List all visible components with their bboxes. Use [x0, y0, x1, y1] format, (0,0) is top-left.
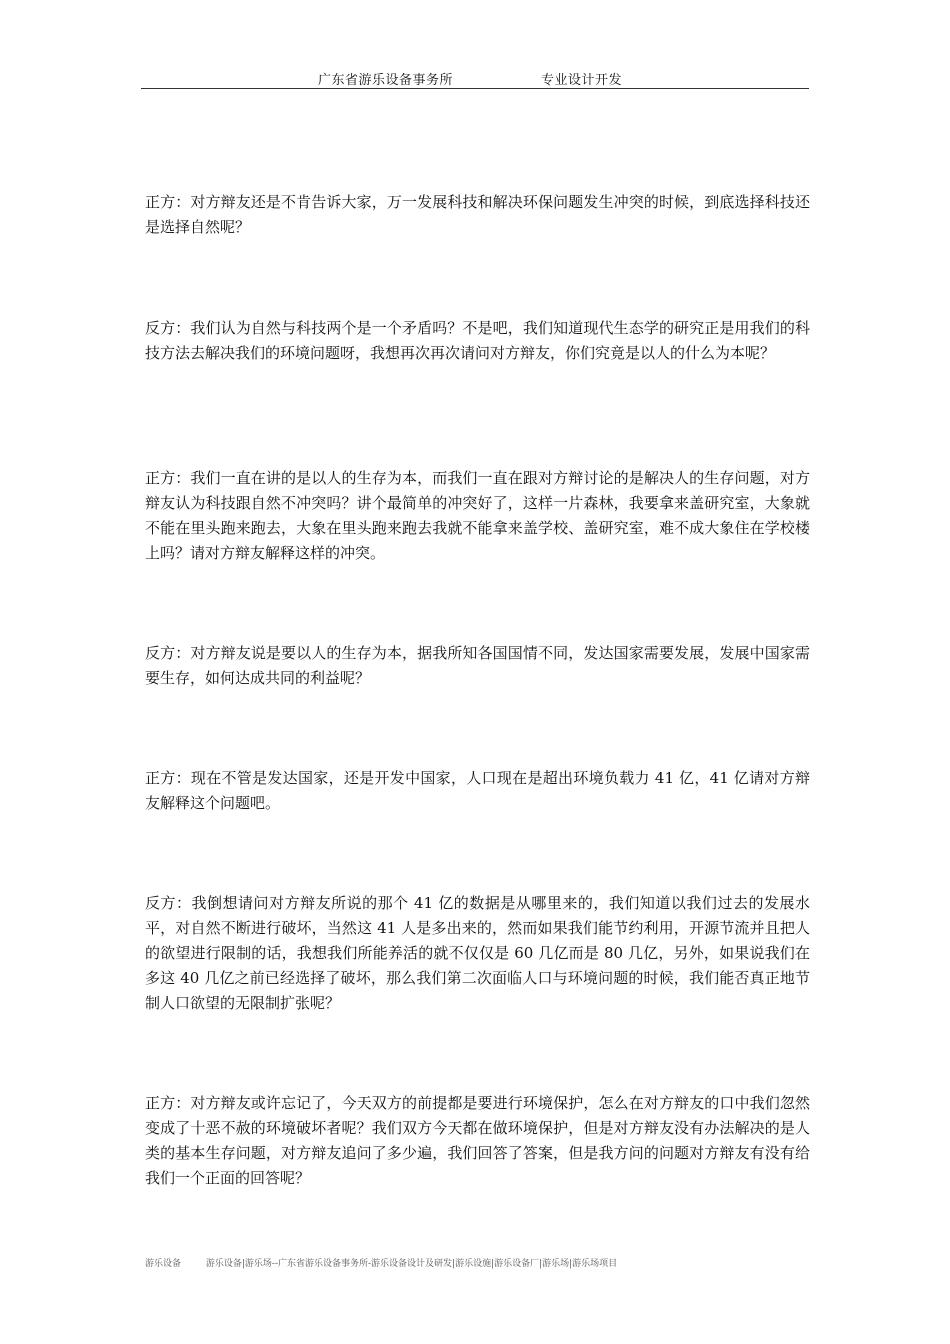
- debate-paragraph: 反方：我倒想请问对方辩友所说的那个 41 亿的数据是从哪里来的，我们知道以我们过去的发展水平，对自然不断进行破坏，当然这 41 人是多出来的，然而如果我们能节约利用，开源节流并且把人的欲望进行限制的话，我想我们所能养活的就不仅仅是 60 几亿而是 80 几亿，另外，如果说我们在多这 40 几亿之前已经选择了破坏，那么我们第二次面临人口与环境问题的时候，我们能否真正地节制人口欲望的无限制扩张呢？: [145, 894, 810, 1012]
- header-organization: 广东省游乐设备事务所: [318, 73, 454, 88]
- footer-brand: 游乐设备: [145, 1259, 182, 1269]
- debate-paragraph: 反方：对方辩友说是要以人的生存为本，据我所知各国国情不同，发达国家需要发展，发展中国家需要生存，如何达成共同的利益呢？: [145, 644, 810, 687]
- debate-paragraph: 正方：对方辩友或许忘记了，今天双方的前提都是要进行环境保护，怎么在对方辩友的口中我们忽然变成了十恶不赦的环境破坏者呢？我们双方今天都在做环境保护，但是对方辩友没有办法解决的是人类的基本生存问题，对方辩友追问了多少遍，我们回答了答案，但是我方问的问题对方辩友有没有给我们一个正面的回答呢？: [145, 1094, 810, 1187]
- page-header: [141, 66, 809, 89]
- footer-links: 游乐设备|游乐场--广东省游乐设备事务所-游乐设备设计及研发|游乐设施|游乐设备厂|游乐场|游乐场项目: [205, 1259, 618, 1269]
- debate-paragraph: 反方：我们认为自然与科技两个是一个矛盾吗？不是吧，我们知道现代生态学的研究正是用我们的科技方法去解决我们的环境问题呀，我想再次再次请问对方辩友，你们究竟是以人的什么为本呢？: [145, 319, 810, 362]
- page-footer: [145, 1256, 617, 1269]
- debate-paragraph: 正方：我们一直在讲的是以人的生存为本，而我们一直在跟对方辩讨论的是解决人的生存问题，对方辩友认为科技跟自然不冲突吗？讲个最简单的冲突好了，这样一片森林，我要拿来盖研究室，大象就不能在里头跑来跑去，大象在里头跑来跑去我就不能拿来盖学校、盖研究室，难不成大象住在学校楼上吗？请对方辩友解释这样的冲突。: [145, 469, 810, 562]
- debate-paragraph: 正方：对方辩友还是不肯告诉大家，万一发展科技和解决环保问题发生冲突的时候，到底选择科技还是选择自然呢？: [145, 193, 810, 236]
- debate-paragraph: 正方：现在不管是发达国家，还是开发中国家，人口现在是超出环境负载力 41 亿，41 亿请对方辩友解释这个问题吧。: [145, 769, 810, 812]
- header-tagline: 专业设计开发: [541, 73, 623, 88]
